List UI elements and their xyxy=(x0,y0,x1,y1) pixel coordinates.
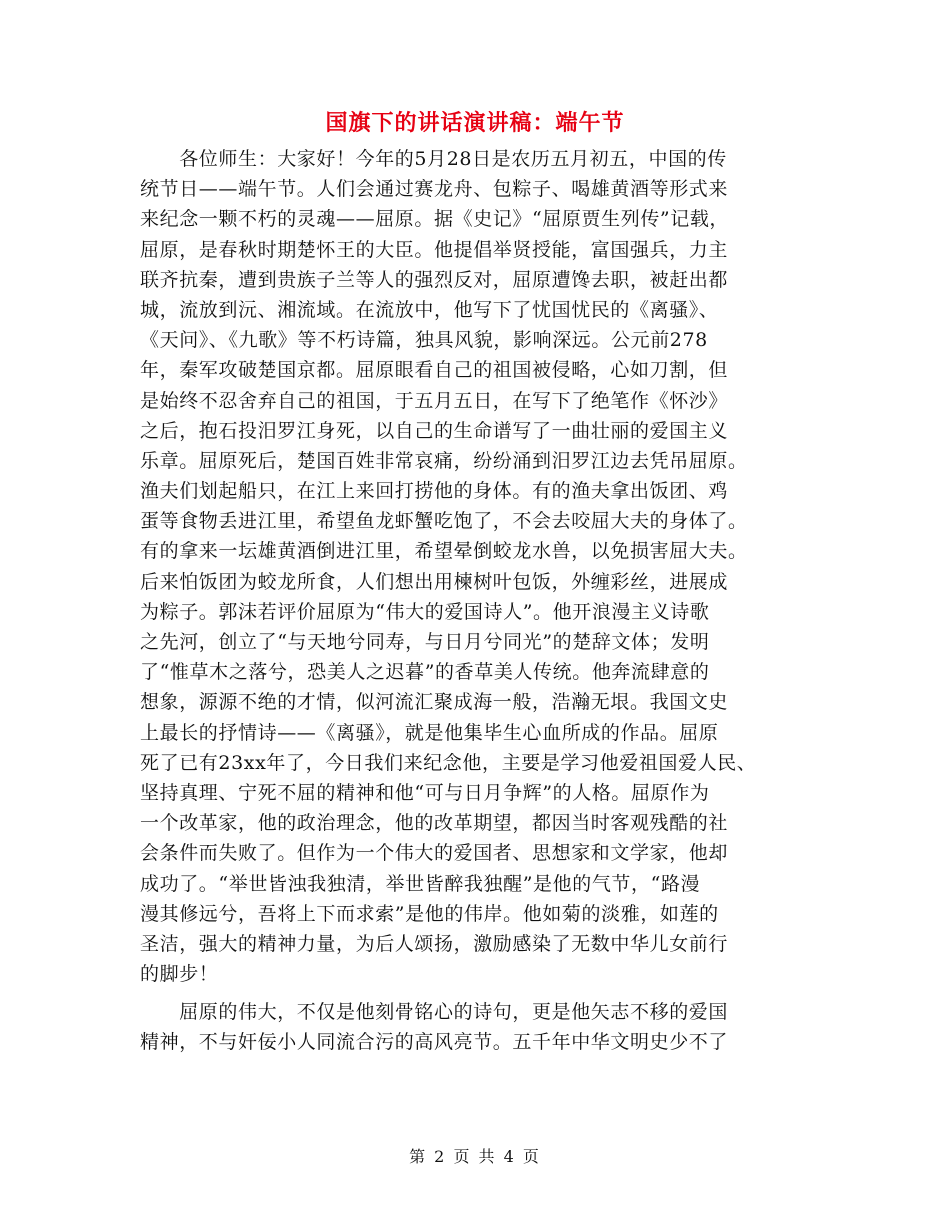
text-line: 后来怕饭团为蛟龙所食，人们想出用楝树叶包饭，外缠彩丝，进展成 xyxy=(140,570,729,593)
text-line: 上最长的抒情诗——《离骚》，就是他集毕生心血所成的作品。屈原 xyxy=(140,721,719,744)
text-line: 屈原，是春秋时期楚怀王的大臣。他提倡举贤授能，富国强兵，力主 xyxy=(140,238,729,261)
paragraph-2 xyxy=(140,997,810,1057)
text-line: 精神，不与奸佞小人同流合污的高风亮节。五千年中华文明史少不了 xyxy=(140,1031,729,1054)
text-line: 一个改革家，他的政治理念，他的改革期望，都因当时客观残酷的社 xyxy=(140,812,729,835)
text-line: 渔夫们划起船只，在江上来回打捞他的身体。有的渔夫拿出饭团、鸡 xyxy=(140,480,729,503)
text-line: 乐章。屈原死后，楚国百姓非常哀痛，纷纷涌到汨罗江边去凭吊屈原。 xyxy=(140,449,748,472)
page-footer: 第 2 页 共 4 页 xyxy=(409,1147,541,1166)
text-line: 《天问》、《九歌》等不朽诗篇，独具风貌，影响深远。公元前278 xyxy=(140,329,708,352)
text-line: 统节日——端午节。人们会通过赛龙舟、包粽子、喝雄黄酒等形式来 xyxy=(140,178,729,201)
text-line: 之先河，创立了“与天地兮同寿，与日月兮同光”的楚辞文体；发明 xyxy=(140,631,710,653)
text-line: 是始终不忍舍弃自己的祖国，于五月五日，在写下了绝笔作《怀沙》 xyxy=(140,389,729,412)
text-line: 蛋等食物丢进江里，希望鱼龙虾蟹吃饱了，不会去咬屈大夫的身体了。 xyxy=(140,510,748,533)
text-line: 联齐抗秦，遭到贵族子兰等人的强烈反对，屈原遭馋去职，被赶出都 xyxy=(140,268,729,291)
text-line: 为粽子。郭沫若评价屈原为“伟大的爱国诗人”。他开浪漫主义诗歌 xyxy=(140,600,710,623)
text-line: 想象，源源不绝的才情，似河流汇聚成海一般，浩瀚无垠。我国文史 xyxy=(140,691,729,714)
paragraph-gap xyxy=(140,989,810,997)
text-line: 之后，抱石投汨罗江身死，以自己的生命谱写了一曲壮丽的爱国主义 xyxy=(140,419,729,442)
text-line: 来纪念一颗不朽的灵魂——屈原。据《史记》“屈原贾生列传”记载， xyxy=(140,208,730,231)
text-line: 坚持真理、宁死不屈的精神和他“可与日月争辉”的人格。屈原作为 xyxy=(140,781,710,804)
text-line: 年，秦军攻破楚国京都。屈原眼看自己的祖国被侵略，心如刀割，但 xyxy=(140,359,729,382)
paragraph-1 xyxy=(140,144,810,989)
text-line: 的脚步！ xyxy=(140,963,219,986)
text-line: 各位师生：大家好！今年的5月28日是农历五月初五，中国的传 xyxy=(140,148,727,170)
text-line: 城，流放到沅、湘流域。在流放中，他写下了忧国忧民的《离骚》、 xyxy=(140,298,719,321)
text-line: 有的拿来一坛雄黄酒倒进江里，希望晕倒蛟龙水兽，以免损害屈大夫。 xyxy=(140,540,748,563)
text-line: 成功了。“举世皆浊我独清，举世皆醉我独醒”是他的气节，“路漫 xyxy=(140,872,701,895)
text-line: 死了已有23xx年了，今日我们来纪念他，主要是学习他爱祖国爱人民、 xyxy=(140,751,757,774)
text-line: 屈原的伟大，不仅是他刻骨铭心的诗句，更是他矢志不移的爱国 xyxy=(140,1001,729,1024)
text-line: 了“惟草木之落兮，恐美人之迟暮”的香草美人传统。他奔流肆意的 xyxy=(140,661,710,684)
text-line: 会条件而失败了。但作为一个伟大的爱国者、思想家和文学家，他却 xyxy=(140,842,729,865)
text-line: 圣洁，强大的精神力量，为后人颂扬，激励感染了无数中华儿女前行 xyxy=(140,932,729,955)
document-title: 国旗下的讲话演讲稿：端午节 xyxy=(325,110,625,136)
document-body xyxy=(140,144,810,1058)
text-line: 漫其修远兮，吾将上下而求索”是他的伟岸。他如菊的淡雅，如莲的 xyxy=(140,902,719,925)
